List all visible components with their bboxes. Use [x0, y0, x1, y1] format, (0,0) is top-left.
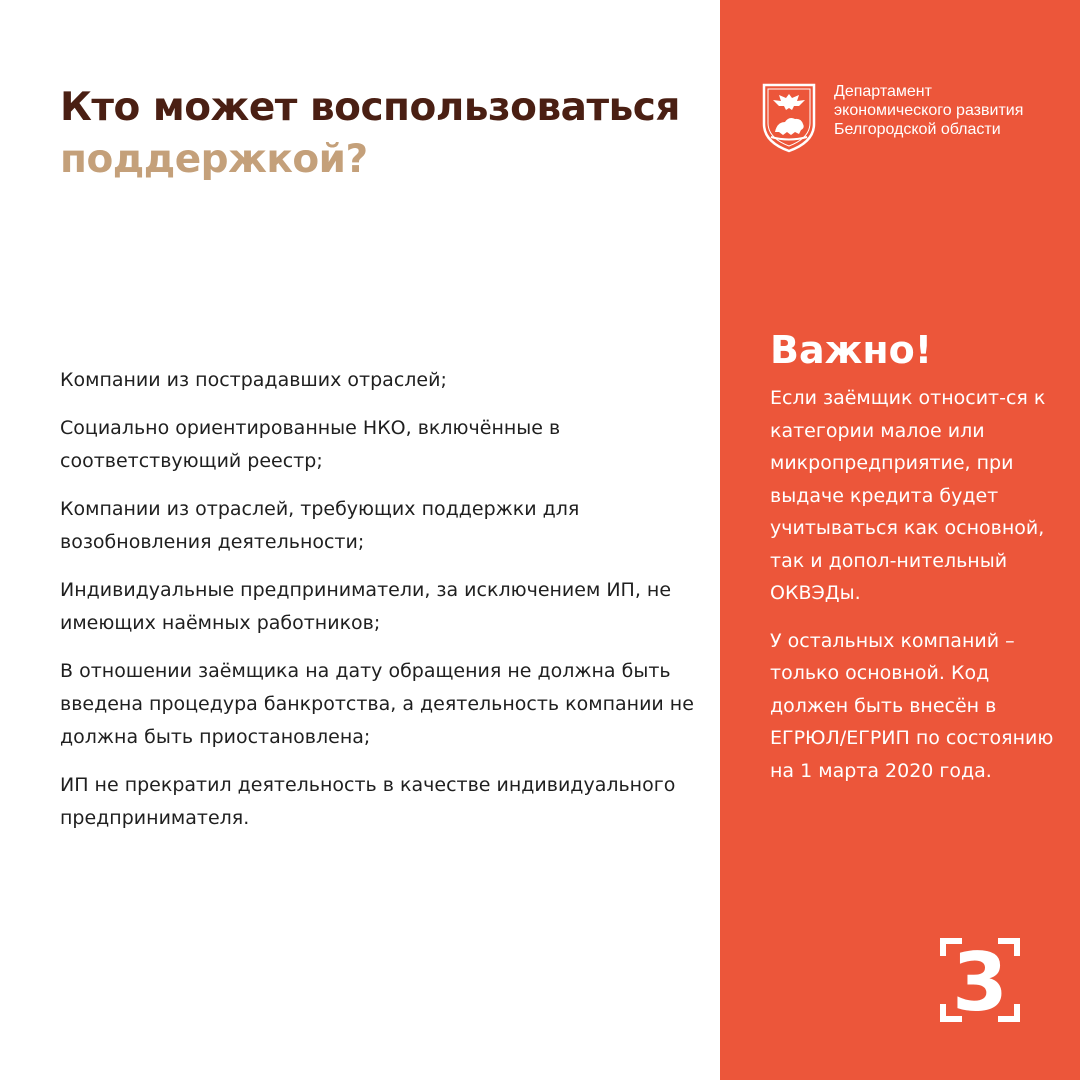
list-item: ИП не прекратил деятельность в качестве индивидуального предпринимателя. — [60, 774, 676, 829]
list-item: В отношении заёмщика на дату обращения не должна быть введена процедура банкротства, а деятельность компании не должна быть приостановлена; — [60, 660, 694, 748]
belgorod-coat-of-arms-icon — [761, 82, 817, 154]
title-line-1: Кто может воспользоваться — [60, 85, 680, 130]
title-line-2: поддержкой? — [60, 137, 368, 182]
list-item: Компании из отраслей, требующих поддержки для возобновления деятельности; — [60, 498, 580, 553]
eligibility-list — [60, 364, 700, 850]
department-line-1: Департамент — [834, 83, 932, 100]
list-item: Социально ориентированные НКО, включённые в соответствующий реестр; — [60, 417, 561, 472]
department-name — [834, 82, 1074, 139]
list-item: Компании из пострадавших отраслей; — [60, 369, 447, 391]
important-text — [770, 382, 1060, 802]
page-title — [60, 82, 700, 186]
important-paragraph-2: У остальных компаний – только основной. Код должен быть внесён в ЕГРЮЛ/ЕГРИП по состоянию на 1 марта 2020 года. — [770, 629, 1054, 782]
page-number: 3 — [952, 938, 1008, 1022]
department-line-2: экономического развития — [834, 102, 1024, 119]
important-heading: Важно! — [770, 328, 933, 372]
important-paragraph-1: Если заёмщик относит-ся к категории малое или микропредприятие, при выдаче кредита будет учитываться как основной, так и допол-нительный ОКВЭДы. — [770, 387, 1046, 604]
page-number-badge — [940, 938, 1020, 1022]
department-line-3: Белгородской области — [834, 121, 1001, 138]
list-item: Индивидуальные предприниматели, за исключением ИП, не имеющих наёмных работников; — [60, 579, 672, 634]
